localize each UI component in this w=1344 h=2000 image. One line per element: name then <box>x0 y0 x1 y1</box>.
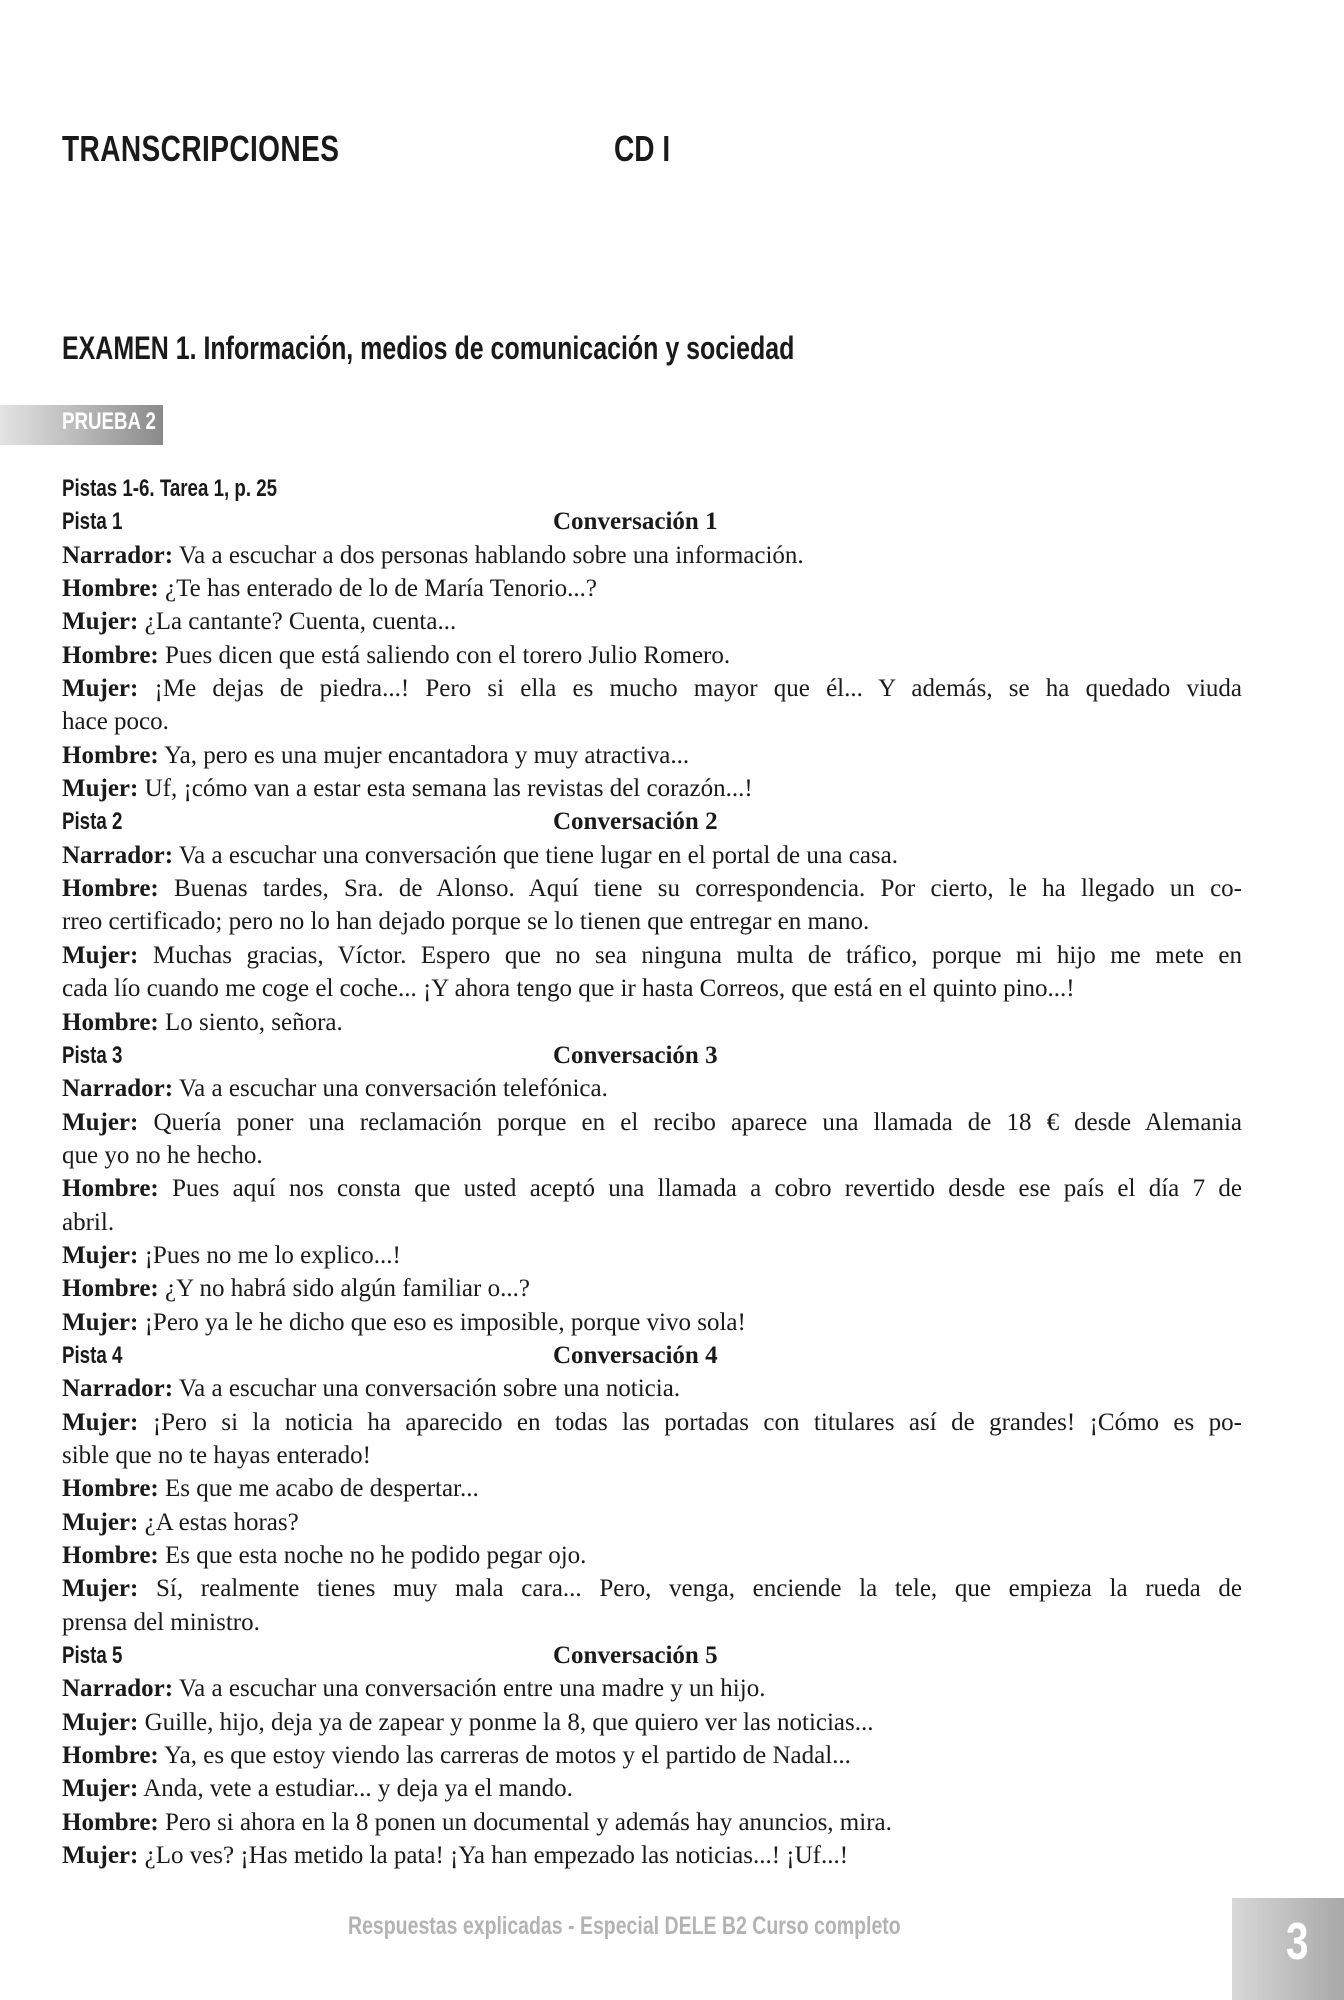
dialogue-text: Va a escuchar una conversación telefónica. <box>178 1075 608 1103</box>
speaker-label: Hombre: <box>62 1008 159 1036</box>
dialogue-line <box>62 1839 1242 1872</box>
dialogue-text: prensa del ministro. <box>62 1608 260 1636</box>
dialogue-text: Quería poner una reclamación porque en el recibo aparece una llamada de 18 € desde Alemania <box>153 1108 1242 1136</box>
speaker-label: Narrador: <box>62 1075 174 1103</box>
dialogue-line <box>62 672 1242 705</box>
speaker-label: Hombre: <box>62 741 159 769</box>
dialogue-line-body <box>62 872 1242 905</box>
dialogue-text: sible que no te hayas enterado! <box>62 1441 371 1469</box>
dialogue-text: Anda, vete a estudiar... y deja ya el mando. <box>143 1775 573 1803</box>
dialogue-line-body <box>62 1172 1242 1205</box>
dialogue-text: Va a escuchar una conversación entre una madre y un hijo. <box>178 1675 766 1703</box>
dialogue-text: ¡Pero ya le he dicho que eso es imposible, porque vivo sola! <box>144 1308 746 1336</box>
dialogue-text: cada lío cuando me coge el coche... ¡Y ahora tengo que ir hasta Correos, que está en el quinto pino...! <box>62 975 1075 1003</box>
dialogue-line-body <box>62 1442 371 1469</box>
dialogue-line <box>62 1539 1242 1572</box>
dialogue-line <box>62 905 1242 938</box>
speaker-label: Mujer: <box>62 608 139 636</box>
dialogue-line <box>62 972 1242 1005</box>
dialogue-line <box>62 1806 1242 1839</box>
dialogue-line <box>62 1772 1242 1805</box>
speaker-label: Narrador: <box>62 841 174 869</box>
dialogue-text: Guille, hijo, deja ya de zapear y ponme la 8, que quiero ver las noticias... <box>144 1708 874 1736</box>
dialogue-line-body <box>62 1542 586 1569</box>
dialogue-line <box>62 1672 1242 1705</box>
dialogue-line-body <box>62 1142 263 1169</box>
dialogue-line-body <box>62 1709 874 1736</box>
dialogue-line-body <box>62 1009 343 1036</box>
dialogue-line-body <box>62 1209 114 1236</box>
speaker-label: Mujer: <box>62 1575 139 1603</box>
speaker-label: Hombre: <box>62 875 159 903</box>
dialogue-line-body <box>62 1775 573 1802</box>
pista-label: Pista 5 <box>62 1642 123 1670</box>
dialogue-line <box>62 539 1242 572</box>
speaker-label: Hombre: <box>62 1808 159 1836</box>
dialogue-text: ¿Lo ves? ¡Has metido la pata! ¡Ya han empezado las noticias...! ¡Uf...! <box>144 1842 849 1870</box>
speaker-label: Mujer: <box>62 775 139 803</box>
page-number: 3 <box>1286 1913 1309 1971</box>
dialogue-text: rreo certificado; pero no lo han dejado porque se lo tienen que entregar en mano. <box>62 908 870 936</box>
speaker-label: Mujer: <box>62 941 139 969</box>
dialogue-line-body <box>62 1106 1242 1139</box>
dialogue-text: que yo no he hecho. <box>62 1141 263 1169</box>
speaker-label: Mujer: <box>62 675 139 703</box>
dialogue-text: Va a escuchar una conversación sobre una noticia. <box>178 1375 681 1403</box>
dialogue-line-body <box>62 742 689 769</box>
dialogue-line <box>62 639 1242 672</box>
dialogue-line <box>62 1739 1242 1772</box>
dialogue-text: ¿A estas horas? <box>144 1508 299 1536</box>
dialogue-line-body <box>62 608 456 635</box>
dialogue-text: Sí, realmente tienes muy mala cara... Pero, venga, enciende la tele, que empieza la rueda de <box>156 1575 1243 1603</box>
tracks-heading <box>62 472 1242 505</box>
dialogue-line-body <box>62 1842 848 1869</box>
dialogue-text: hace poco. <box>62 708 169 736</box>
dialogue-text: Va a escuchar a dos personas hablando sobre una información. <box>178 541 804 569</box>
prueba-label: PRUEBA 2 <box>62 408 156 435</box>
exam-title: EXAMEN 1. Información, medios de comunicación y sociedad <box>62 330 795 366</box>
speaker-label: Hombre: <box>62 1275 159 1303</box>
dialogue-line <box>62 1472 1242 1505</box>
dialogue-line-body <box>62 642 730 669</box>
dialogue-line <box>62 572 1242 605</box>
dialogue-line <box>62 605 1242 638</box>
dialogue-text: Pues aquí nos consta que usted aceptó una llamada a cobro revertido desde ese país el día 7 de <box>172 1175 1242 1203</box>
dialogue-text: ¿Y no habrá sido algún familiar o...? <box>165 1275 530 1303</box>
tracks-heading-text: Pistas 1-6. Tarea 1, p. 25 <box>62 475 278 502</box>
dialogue-text: Pues dicen que está saliendo con el torero Julio Romero. <box>165 641 731 669</box>
dialogue-line-body <box>62 1075 608 1102</box>
speaker-label: Narrador: <box>62 1675 174 1703</box>
dialogue-line-body <box>62 1242 401 1269</box>
pista-label: Pista 1 <box>62 508 123 536</box>
speaker-label: Narrador: <box>62 541 174 569</box>
section-title: TRANSCRIPCIONES <box>62 128 340 169</box>
dialogue-text: Ya, es que estoy viendo las carreras de motos y el partido de Nadal... <box>164 1742 851 1770</box>
dialogue-line <box>62 872 1242 905</box>
dialogue-line <box>62 1006 1242 1039</box>
pista-header <box>62 1339 1242 1372</box>
conversation-title: Conversación 3 <box>553 1041 718 1069</box>
speaker-label: Mujer: <box>62 1108 139 1136</box>
pista-header <box>62 1039 1242 1072</box>
speaker-label: Mujer: <box>62 1842 139 1870</box>
dialogue-line-body <box>62 1572 1242 1605</box>
speaker-label: Hombre: <box>62 1742 159 1770</box>
dialogue-line <box>62 1706 1242 1739</box>
dialogue-line-body <box>62 975 1075 1002</box>
conversation-title: Conversación 4 <box>553 1341 718 1369</box>
dialogue-text: Lo siento, señora. <box>165 1008 343 1036</box>
speaker-label: Mujer: <box>62 1708 139 1736</box>
dialogue-line-body <box>62 939 1242 972</box>
dialogue-line-body <box>62 775 753 802</box>
speaker-label: Hombre: <box>62 1542 159 1569</box>
dialogue-text: Ya, pero es una mujer encantadora y muy atractiva... <box>164 741 690 769</box>
dialogue-text: ¿Te has enterado de lo de María Tenorio...? <box>165 575 597 603</box>
dialogue-line <box>62 1506 1242 1539</box>
dialogue-line <box>62 1272 1242 1305</box>
speaker-label: Mujer: <box>62 1241 139 1269</box>
dialogue-line <box>62 1206 1242 1239</box>
dialogue-line-body <box>62 542 804 569</box>
dialogue-line <box>62 1572 1242 1605</box>
dialogue-line-body <box>62 1509 299 1536</box>
dialogue-line <box>62 705 1242 738</box>
dialogue-text: ¡Pues no me lo explico...! <box>144 1241 401 1269</box>
speaker-label: Mujer: <box>62 1308 139 1336</box>
speaker-label: Mujer: <box>62 1775 139 1803</box>
dialogue-line-body <box>62 1742 851 1769</box>
dialogue-text: Pero si ahora en la 8 ponen un documental y además hay anuncios, mira. <box>165 1808 892 1836</box>
dialogue-line <box>62 1139 1242 1172</box>
dialogue-line-body <box>62 672 1242 705</box>
dialogue-line <box>62 772 1242 805</box>
dialogue-text: ¡Me dejas de piedra...! Pero si ella es mucho mayor que él... Y además, se ha quedado viuda <box>154 675 1242 703</box>
dialogue-line-body <box>62 1375 680 1402</box>
conversation-title: Conversación 5 <box>553 1642 718 1670</box>
dialogue-line-body <box>62 842 898 869</box>
dialogue-line <box>62 1106 1242 1139</box>
dialogue-line <box>62 939 1242 972</box>
dialogue-line-body <box>62 708 169 735</box>
transcript-body <box>62 472 1242 1872</box>
dialogue-text: Muchas gracias, Víctor. Espero que no sea ninguna multa de tráfico, porque mi hijo me mete en <box>152 941 1242 969</box>
pista-header <box>62 805 1242 838</box>
conversation-title: Conversación 2 <box>553 808 718 836</box>
dialogue-line-body <box>62 1809 892 1836</box>
pista-header <box>62 505 1242 538</box>
dialogue-line <box>62 1406 1242 1439</box>
dialogue-line-body <box>62 1406 1242 1439</box>
speaker-label: Narrador: <box>62 1375 174 1403</box>
dialogue-line-body <box>62 1475 479 1502</box>
dialogue-text: Va a escuchar una conversación que tiene lugar en el portal de una casa. <box>178 841 898 869</box>
dialogue-text: Es que me acabo de despertar... <box>165 1475 479 1503</box>
pista-label: Pista 3 <box>62 1041 123 1069</box>
footer-text: Respuestas explicadas - Especial DELE B2 Curso completo <box>348 1912 901 1940</box>
dialogue-line <box>62 739 1242 772</box>
dialogue-text: Es que esta noche no he podido pegar ojo. <box>165 1542 587 1569</box>
dialogue-line-body <box>62 1309 746 1336</box>
conversation-title: Conversación 1 <box>553 508 718 536</box>
dialogue-line <box>62 1172 1242 1205</box>
speaker-label: Mujer: <box>62 1408 139 1436</box>
dialogue-line <box>62 1372 1242 1405</box>
dialogue-text: abril. <box>62 1208 115 1236</box>
dialogue-line <box>62 1306 1242 1339</box>
speaker-label: Hombre: <box>62 1475 159 1503</box>
dialogue-line <box>62 1072 1242 1105</box>
dialogue-text: ¿La cantante? Cuenta, cuenta... <box>144 608 457 636</box>
speaker-label: Mujer: <box>62 1508 139 1536</box>
pista-header <box>62 1639 1242 1672</box>
dialogue-text: Buenas tardes, Sra. de Alonso. Aquí tiene su correspondencia. Por cierto, le ha llegado un co- <box>174 875 1242 903</box>
dialogue-line <box>62 839 1242 872</box>
speaker-label: Hombre: <box>62 1175 159 1203</box>
dialogue-line <box>62 1606 1242 1639</box>
dialogue-text: ¡Pero si la noticia ha aparecido en todas las portadas con titulares así de grandes! ¡Cómo es po- <box>152 1408 1243 1436</box>
dialogue-line-body <box>62 908 869 935</box>
cd-label: CD I <box>614 128 671 169</box>
speaker-label: Hombre: <box>62 575 159 603</box>
dialogue-line <box>62 1439 1242 1472</box>
dialogue-text: Uf, ¡cómo van a estar esta semana las revistas del corazón...! <box>144 775 753 803</box>
dialogue-line <box>62 1239 1242 1272</box>
dialogue-line-body <box>62 575 597 602</box>
pista-label: Pista 4 <box>62 1341 123 1369</box>
pista-label: Pista 2 <box>62 808 123 836</box>
speaker-label: Hombre: <box>62 641 159 669</box>
dialogue-line-body <box>62 1675 765 1702</box>
dialogue-line-body <box>62 1609 260 1636</box>
dialogue-line-body <box>62 1275 530 1302</box>
